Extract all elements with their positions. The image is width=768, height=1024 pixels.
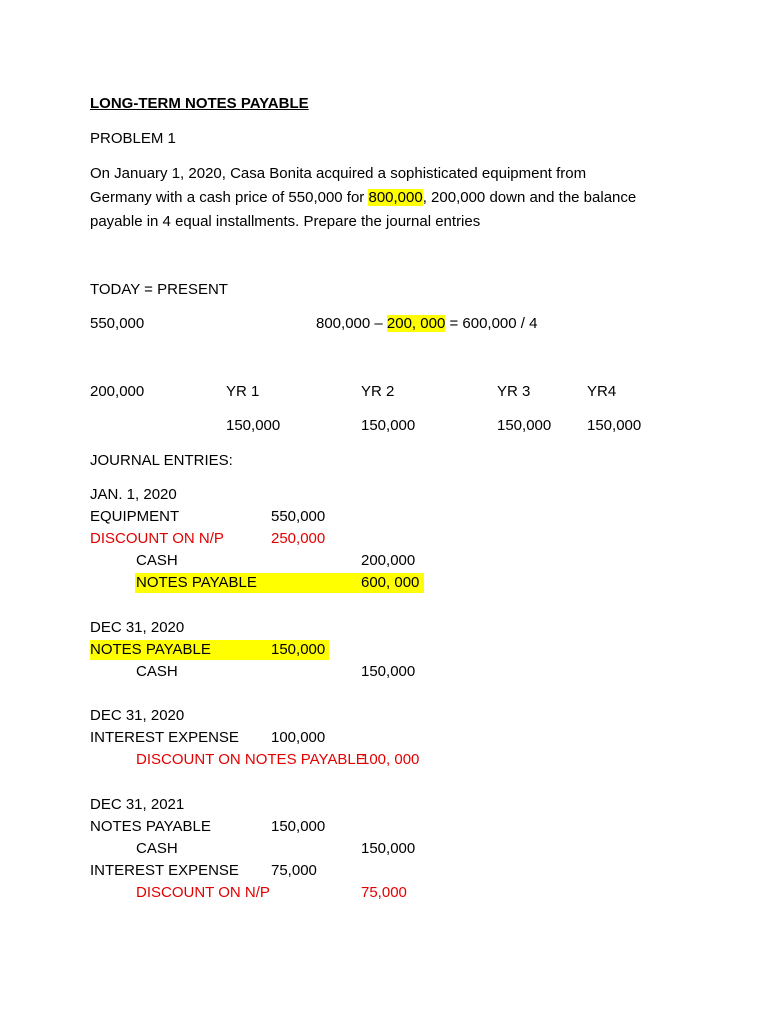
installment-calc xyxy=(316,314,537,334)
account-name: CASH xyxy=(136,663,178,680)
problem-line-2a: Germany with a cash price of 550,000 for xyxy=(90,189,369,206)
account-name: DISCOUNT ON N/P xyxy=(90,530,224,547)
calc-a: 800,000 – xyxy=(316,315,387,332)
credit-amount: 75,000 xyxy=(361,884,407,901)
present-value: 550,000 xyxy=(90,315,145,332)
installment-amount: 150,000 xyxy=(497,417,552,434)
calc-highlight: 200, 000 xyxy=(386,315,446,332)
account-name: NOTES PAYABLE xyxy=(136,574,257,591)
document-title: LONG-TERM NOTES PAYABLE xyxy=(90,95,309,112)
problem-text xyxy=(90,162,690,234)
account-name: EQUIPMENT xyxy=(90,508,180,525)
year-label: YR 2 xyxy=(361,383,395,400)
installment-amount: 150,000 xyxy=(361,417,416,434)
account-name: CASH xyxy=(136,840,178,857)
debit-amount: 75,000 xyxy=(271,862,317,879)
down-payment: 200,000 xyxy=(90,383,145,400)
account-name: DISCOUNT ON N/P xyxy=(136,884,270,901)
problem-line-2b: , 200,000 down and the balance xyxy=(422,189,637,206)
debit-amount: 100,000 xyxy=(271,729,326,746)
year-label: YR4 xyxy=(587,383,617,400)
account-name: INTEREST EXPENSE xyxy=(90,862,239,879)
problem-line-2 xyxy=(90,186,690,210)
highlight-800000: 800,000 xyxy=(368,189,423,206)
account-name: CASH xyxy=(136,552,178,569)
credit-amount: 150,000 xyxy=(361,840,416,857)
installment-amount: 150,000 xyxy=(587,417,642,434)
entry-date: DEC 31, 2020 xyxy=(90,707,185,724)
problem-label: PROBLEM 1 xyxy=(90,130,176,147)
account-name: NOTES PAYABLE xyxy=(90,818,211,835)
debit-amount: 550,000 xyxy=(271,508,326,525)
account-name: DISCOUNT ON NOTES PAYABLE xyxy=(136,751,366,768)
problem-line-3: payable in 4 equal installments. Prepare the journal entries xyxy=(90,213,481,230)
journal-entries-label: JOURNAL ENTRIES: xyxy=(90,452,233,469)
installment-amount: 150,000 xyxy=(226,417,281,434)
account-name: INTEREST EXPENSE xyxy=(90,729,239,746)
problem-line-1: On January 1, 2020, Casa Bonita acquired a sophisticated equipment from xyxy=(90,165,587,182)
entry-date: DEC 31, 2021 xyxy=(90,796,185,813)
entry-date: JAN. 1, 2020 xyxy=(90,486,177,503)
credit-amount: 600, 000 xyxy=(361,574,420,591)
debit-amount: 150,000 xyxy=(271,641,326,658)
calc-b: = 600,000 / 4 xyxy=(445,315,538,332)
debit-amount: 150,000 xyxy=(271,818,326,835)
credit-amount: 100, 000 xyxy=(361,751,420,768)
credit-amount: 200,000 xyxy=(361,552,416,569)
account-name: NOTES PAYABLE xyxy=(90,641,211,658)
credit-amount: 150,000 xyxy=(361,663,416,680)
debit-amount: 250,000 xyxy=(271,530,326,547)
today-label: TODAY = PRESENT xyxy=(90,281,228,298)
year-label: YR 3 xyxy=(497,383,531,400)
year-label: YR 1 xyxy=(226,383,260,400)
entry-date: DEC 31, 2020 xyxy=(90,619,185,636)
